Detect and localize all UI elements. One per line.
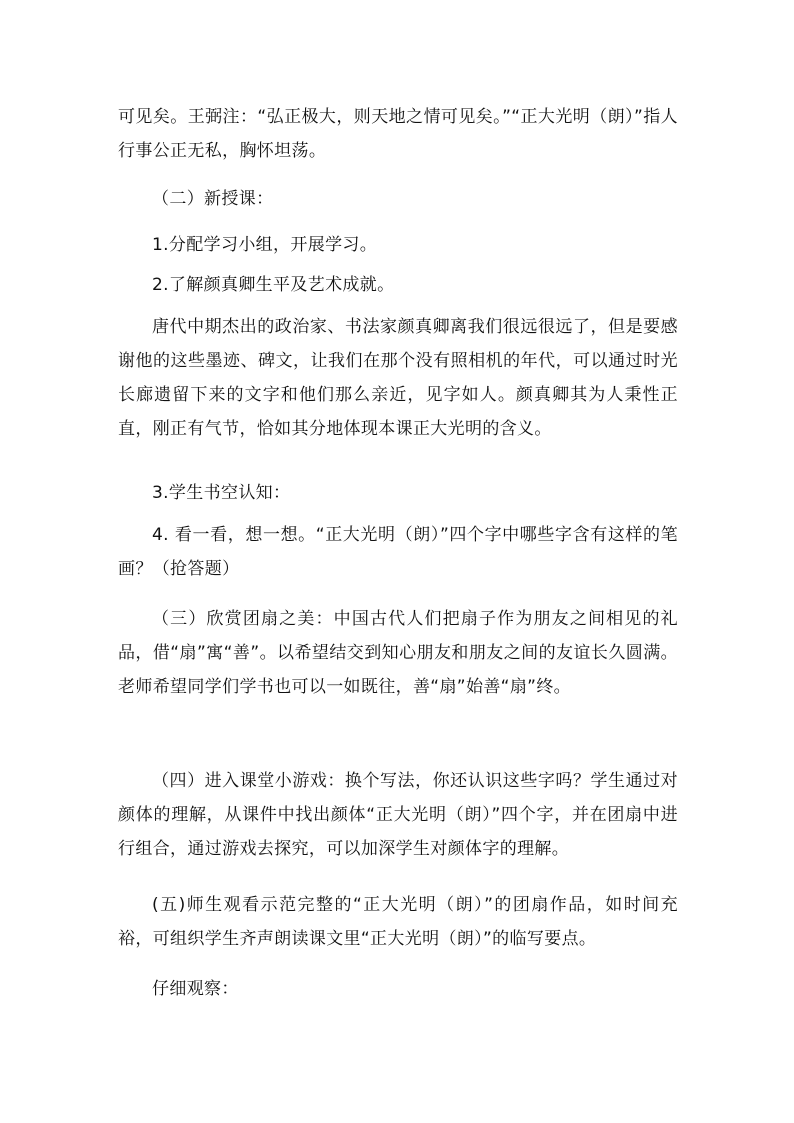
paragraph-demo-work: (五)师生观看示范完整的“正大光明（朗）”的团扇作品，如时间充裕，可组织学生齐声朗读课文里“正大光明（朗）”的临写要点。 xyxy=(118,895,678,949)
heading-new-lesson: （二）新授课： xyxy=(152,189,274,209)
item-study-groups: 1.分配学习小组，开展学习。 xyxy=(152,235,378,255)
item-yan-zhenqing-life: 2.了解颜真卿生平及艺术成就。 xyxy=(152,275,395,295)
item-look-and-think: 4. 看一看，想一想。“正大光明（朗）”四个字中哪些字含有这样的笔画？（抢答题） xyxy=(118,525,678,579)
heading-observe-carefully: 仔细观察： xyxy=(152,979,239,999)
item-air-writing: 3.学生书空认知： xyxy=(152,483,291,503)
paragraph-yan-zhenqing-biography: 唐代中期杰出的政治家、书法家颜真卿离我们很远很远了，但是要感谢他的这些墨迹、碑文，让我们在那个没有照相机的年代，可以通过时光长廊遗留下来的文字和他们那么亲近，见字如人。颜真卿其为人秉性正直，刚正有气节，恰如其分地体现本课正大光明的含义。 xyxy=(118,317,678,439)
paragraph-wang-bi-note: 可见矣。王弼注：“弘正极大，则天地之情可见矣。”“正大光明（朗）”指人行事公正无私，胸怀坦荡。 xyxy=(118,107,678,161)
paragraph-classroom-game: （四）进入课堂小游戏：换个写法，你还认识这些字吗？学生通过对颜体的理解，从课件中找出颜体“正大光明（朗）”四个字，并在团扇中进行组合，通过游戏去探究，可以加深学生对颜体字的理解。 xyxy=(118,771,678,859)
paragraph-fan-appreciation: （三）欣赏团扇之美：中国古代人们把扇子作为朋友之间相见的礼品，借“扇”寓“善”。以希望结交到知心朋友和朋友之间的友谊长久圆满。老师希望同学们学书也可以一如既往，善“扇”始善“扇”终。 xyxy=(118,609,678,697)
